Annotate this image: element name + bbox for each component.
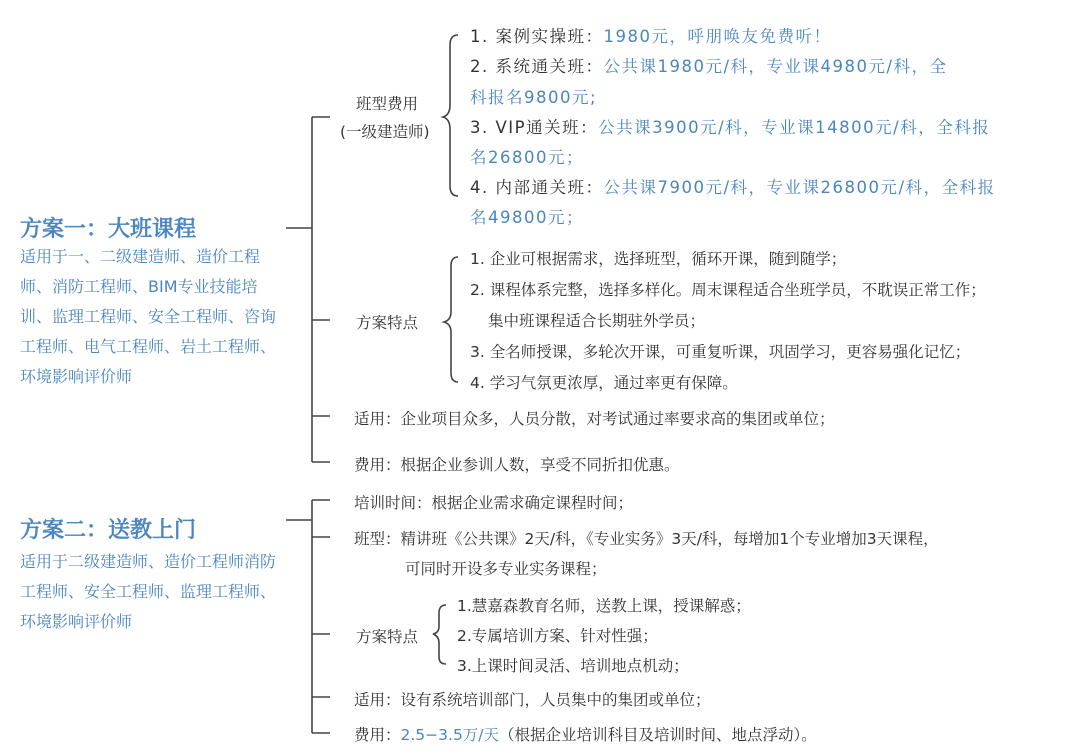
fee-item-detail: 公共课1980元/科，专业课4980元/科，全 bbox=[603, 57, 948, 76]
feature1-item: 1. 企业可根据需求，选择班型，循环开课，随到随学； bbox=[470, 250, 847, 268]
cost-value: 2.5−3.5万/天 bbox=[400, 726, 500, 744]
fee-item-3-cont: 名26800元； bbox=[470, 148, 584, 167]
feature2-item: 1.慧嘉森教育名师，送教上课，授课解惑； bbox=[457, 597, 751, 615]
feature1-item: 2. 课程体系完整，选择多样化。周末课程适合坐班学员，不耽误正常工作； bbox=[470, 281, 986, 299]
plan2-applies-to: 适用于二级建造师、造价工程师消防工程师、安全工程师、监理工程师、环境影响评价师 bbox=[20, 552, 277, 631]
feature1-item: 3. 全名师授课，多轮次开课，可重复听课，巩固学习，更容易强化记忆； bbox=[470, 343, 971, 361]
plan1-title: 方案一：大班课程 bbox=[20, 217, 197, 242]
plan2-cost bbox=[354, 723, 817, 745]
fee-item-3 bbox=[470, 114, 990, 138]
cost-suffix: （根据企业培训科目及培训时间、地点浮动）。 bbox=[499, 726, 817, 744]
fee-item-detail: 1980元，呼朋唤友免费听！ bbox=[603, 27, 832, 46]
fee-item-detail: 公共课7900元/科，专业课26800元/科，全科报 bbox=[603, 178, 996, 197]
fee-item-2 bbox=[470, 53, 948, 77]
fees-label: 班型费用 bbox=[356, 95, 419, 113]
features1-label: 方案特点 bbox=[356, 314, 419, 332]
cost-prefix: 费用： bbox=[354, 726, 401, 744]
feature1-item: 集中班课程适合长期驻外学员； bbox=[488, 312, 706, 330]
feature1-item: 4. 学习气氛更浓厚，通过率更有保障。 bbox=[470, 374, 738, 392]
fee-item-name: 3. VIP通关班： bbox=[470, 118, 599, 137]
plan2-training-time: 培训时间：根据企业需求确定课程时间； bbox=[354, 494, 634, 512]
plan2-title: 方案二：送教上门 bbox=[20, 518, 197, 543]
plan1-applies-to: 适用于一、二级建造师、造价工程师、消防工程师、BIM专业技能培训、监理工程师、安全工程师、咨询工程师、电气工程师、岩土工程师、环境影响评价师 bbox=[20, 247, 277, 386]
fee-item-1 bbox=[470, 23, 832, 47]
plan2-class-type: 班型：精讲班《公共课》2天/科，《专业实务》3天/科，每增加1个专业增加3天课程， bbox=[354, 530, 939, 548]
plan2-class-type-cont: 可同时开设多专业实务课程； bbox=[405, 560, 607, 578]
fee-item-name: 1. 案例实操班： bbox=[470, 27, 604, 46]
fee-item-2-cont: 科报名9800元; bbox=[470, 88, 598, 107]
fees-label-sub: (一级建造师) bbox=[340, 123, 430, 141]
features2-label: 方案特点 bbox=[356, 628, 419, 646]
plan2-applicable: 适用：设有系统培训部门，人员集中的集团或单位； bbox=[354, 691, 711, 709]
plan1-applicable: 适用：企业项目众多，人员分散，对考试通过率要求高的集团或单位； bbox=[354, 410, 835, 428]
feature2-item: 2.专属培训方案、针对性强； bbox=[457, 627, 658, 645]
plan1-cost: 费用：根据企业参训人数，享受不同折扣优惠。 bbox=[354, 456, 680, 474]
fee-item-4 bbox=[470, 174, 996, 198]
fee-item-name: 4. 内部通关班： bbox=[470, 178, 604, 197]
fee-item-name: 2. 系统通关班： bbox=[470, 57, 604, 76]
fee-item-4-cont: 名49800元； bbox=[470, 208, 584, 227]
feature2-item: 3.上课时间灵活、培训地点机动； bbox=[457, 657, 689, 675]
fee-item-detail: 公共课3900元/科，专业课14800元/科，全科报 bbox=[598, 118, 991, 137]
